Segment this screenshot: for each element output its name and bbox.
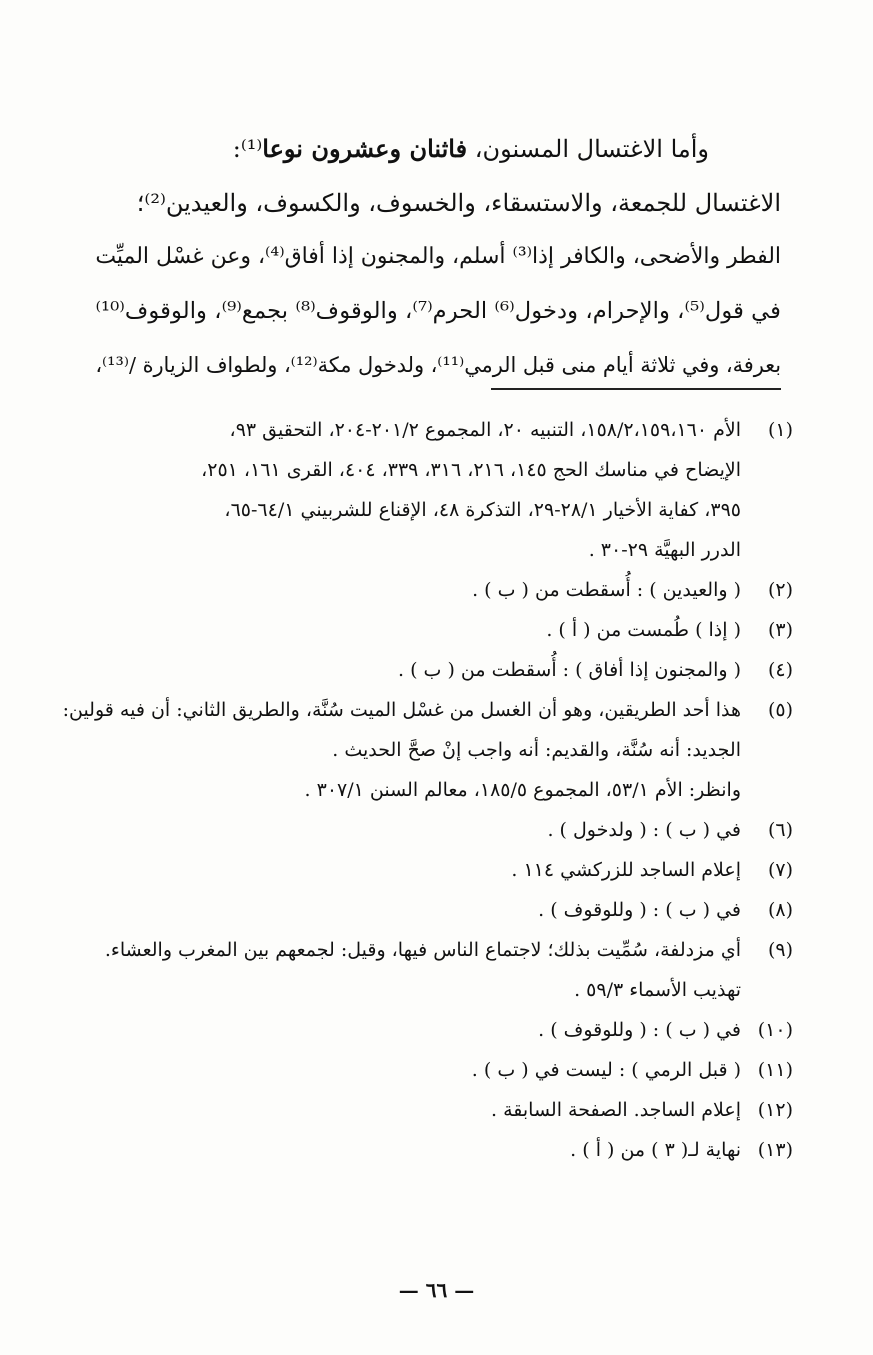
footnote-number: (٤) xyxy=(767,659,793,681)
footnote-number: (٦) xyxy=(767,819,793,841)
footnote-line: أي مزدلفة، سُمِّيت بذلك؛ لاجتماع الناس فيها، وقيل: لجمعهم بين المغرب والعشاء. xyxy=(104,939,741,961)
footnote-number: (٨) xyxy=(767,899,793,921)
footnote-line: في ( ب ) : ( وللوقوف ) . xyxy=(538,1019,741,1041)
body-line-bold-text: فاثنان وعشرون نوعا xyxy=(262,134,468,163)
footnotes xyxy=(62,410,793,1170)
footnote-line: الدرر البهيَّة ٢٩-٣٠ . xyxy=(588,539,741,561)
body-line: الاغتسال للجمعة، والاستسقاء، والخسوف، والكسوف، والعيدين⁽²⁾؛ xyxy=(136,189,781,217)
footnote-line: ( قبل الرمي ) : ليست في ( ب ) . xyxy=(471,1059,741,1081)
footnote-number: (١٠) xyxy=(757,1019,793,1041)
footnote-number: (٥) xyxy=(767,699,793,721)
footnote-3 xyxy=(73,610,793,650)
footnote-line: الجديد: أنه سُنَّة، والقديم: أنه واجب إنْ صحَّ الحديث . xyxy=(332,739,741,761)
footnote-number: (١٢) xyxy=(757,1099,793,1121)
footnote-4 xyxy=(73,650,793,690)
footnote-number: (١) xyxy=(767,419,793,441)
footnote-5 xyxy=(62,690,793,810)
footnote-line: في ( ب ) : ( ولدخول ) . xyxy=(547,819,741,841)
footnote-line: إعلام الساجد للزركشي ١١٤ . xyxy=(511,859,741,881)
footnote-number: (٩) xyxy=(767,939,793,961)
footnote-6 xyxy=(73,810,793,850)
footnote-line: في ( ب ) : ( وللوقوف ) . xyxy=(538,899,741,921)
body-line-text: وأما الاغتسال المسنون، xyxy=(467,135,709,163)
footnote-7 xyxy=(73,850,793,890)
footnote-8 xyxy=(73,890,793,930)
footnote-11 xyxy=(73,1050,793,1090)
footnote-number: (٢) xyxy=(767,579,793,601)
body-line: الفطر والأضحى، والكافر إذا⁽³⁾ أسلم، والمجنون إذا أفاق⁽⁴⁾، وعن غسْل الميِّت xyxy=(95,244,781,269)
footnote-line: الأم ١٥٨/٢،١٥٩،١٦٠، التنبيه ٢٠، المجموع ٢٠١/٢-٢٠٤، التحقيق ٩٣، xyxy=(229,419,741,441)
footnote-line: وانظر: الأم ٥٣/١، المجموع ١٨٥/٥، معالم السنن ٣٠٧/١ . xyxy=(304,779,741,801)
body-line: في قول⁽⁵⁾، والإحرام، ودخول⁽⁶⁾ الحرم⁽⁷⁾، والوقوف⁽⁸⁾ بجمع⁽⁹⁾، والوقوف⁽¹⁰⁾ xyxy=(95,298,781,324)
footnote-9 xyxy=(73,930,793,1010)
body-line xyxy=(81,122,781,176)
body-line: بعرفة، وفي ثلاثة أيام منى قبل الرمي⁽¹¹⁾، ولدخول مكة⁽¹²⁾، ولطواف الزيارة /⁽¹³⁾، xyxy=(95,353,781,377)
footnote-line: ( والعيدين ) : أُسقطت من ( ب ) . xyxy=(472,579,741,601)
footnote-1 xyxy=(73,410,793,570)
footnote-2 xyxy=(73,570,793,610)
footnote-number: (٣) xyxy=(767,619,793,641)
footnote-line: ( والمجنون إذا أفاق ) : أُسقطت من ( ب ) . xyxy=(397,659,741,681)
footnote-line: تهذيب الأسماء ٥٩/٣ . xyxy=(574,979,741,1001)
footnote-number: (١١) xyxy=(757,1059,793,1081)
footnote-line: هذا أحد الطريقين، وهو أن الغسل من غسْل الميت سُنَّة، والطريق الثاني: أن فيه قولين: xyxy=(62,699,741,721)
footnote-line: ( إذا ) طُمست من ( أ ) . xyxy=(546,619,741,641)
footnote-line: إعلام الساجد. الصفحة السابقة . xyxy=(491,1099,741,1121)
footnote-separator xyxy=(491,388,781,390)
footnote-line: نهاية لـ( ٣ ) من ( أ ) . xyxy=(570,1139,741,1161)
main-text xyxy=(81,122,781,392)
footnote-12 xyxy=(73,1090,793,1130)
page-number: — ٦٦ — xyxy=(398,1278,475,1302)
footnote-13 xyxy=(73,1130,793,1170)
footnote-number: (٧) xyxy=(767,859,793,881)
footnote-line: الإيضاح في مناسك الحج ١٤٥، ٢١٦، ٣١٦، ٣٣٩، ٤٠٤، القرى ١٦١، ٢٥١، xyxy=(201,459,741,481)
footnote-ref: ⁽¹⁾: xyxy=(232,135,263,163)
footnote-number: (١٣) xyxy=(757,1139,793,1161)
footnote-10 xyxy=(73,1010,793,1050)
footnote-line: ٣٩٥، كفاية الأخيار ٢٨/١-٢٩، التذكرة ٤٨، الإقناع للشربيني ٦٤/١-٦٥، xyxy=(224,499,741,521)
